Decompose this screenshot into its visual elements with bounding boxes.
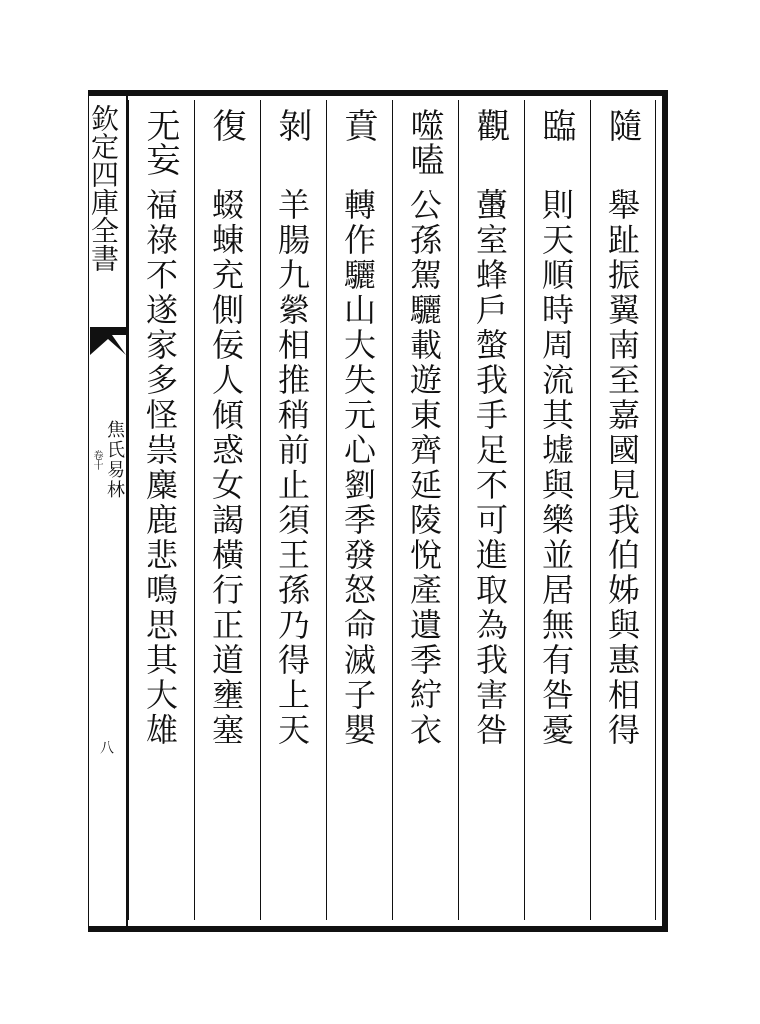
verse-text: 蝃蝀充側佞人傾惑女謁橫行正道壅塞 [207, 188, 245, 748]
hexagram-heading: 賁 [338, 108, 378, 142]
verse-text: 福祿不遂家多怪祟麋鹿悲鳴思其大雄 [141, 188, 179, 748]
hexagram-heading: 觀 [470, 108, 510, 142]
hexagram-heading: 隨 [602, 108, 642, 142]
verse-text: 轉作驪山大失元心劉季發怒命滅子嬰 [339, 188, 377, 748]
hexagram-heading: 復 [206, 108, 246, 142]
verse-text: 公孫駕驪載遊東齊延陵悅產遺季紵衣 [405, 188, 443, 748]
collection-title: 欽定四庫全書 [87, 104, 120, 272]
hexagram-heading: 无妄 [140, 108, 180, 176]
verse-text: 蠆室蜂戶螫我手足不可進取為我害咎 [471, 188, 509, 748]
verse-text: 則天順時周流其墟與樂並居無有咎憂 [537, 188, 575, 748]
hexagram-heading: 剝 [272, 108, 312, 142]
hexagram-heading: 噬嗑 [404, 108, 444, 176]
hexagram-heading: 臨 [536, 108, 576, 142]
verse-text: 羊腸九縈相推稍前止須王孫乃得上天 [273, 188, 311, 748]
book-title: 焦氏易林 [104, 420, 125, 500]
volume-number: 卷十 [91, 450, 102, 470]
verse-text: 舉趾振翼南至嘉國見我伯姊與惠相得 [603, 188, 641, 748]
page-number: 八 [98, 740, 114, 754]
fish-tail-mark-icon [88, 325, 128, 359]
